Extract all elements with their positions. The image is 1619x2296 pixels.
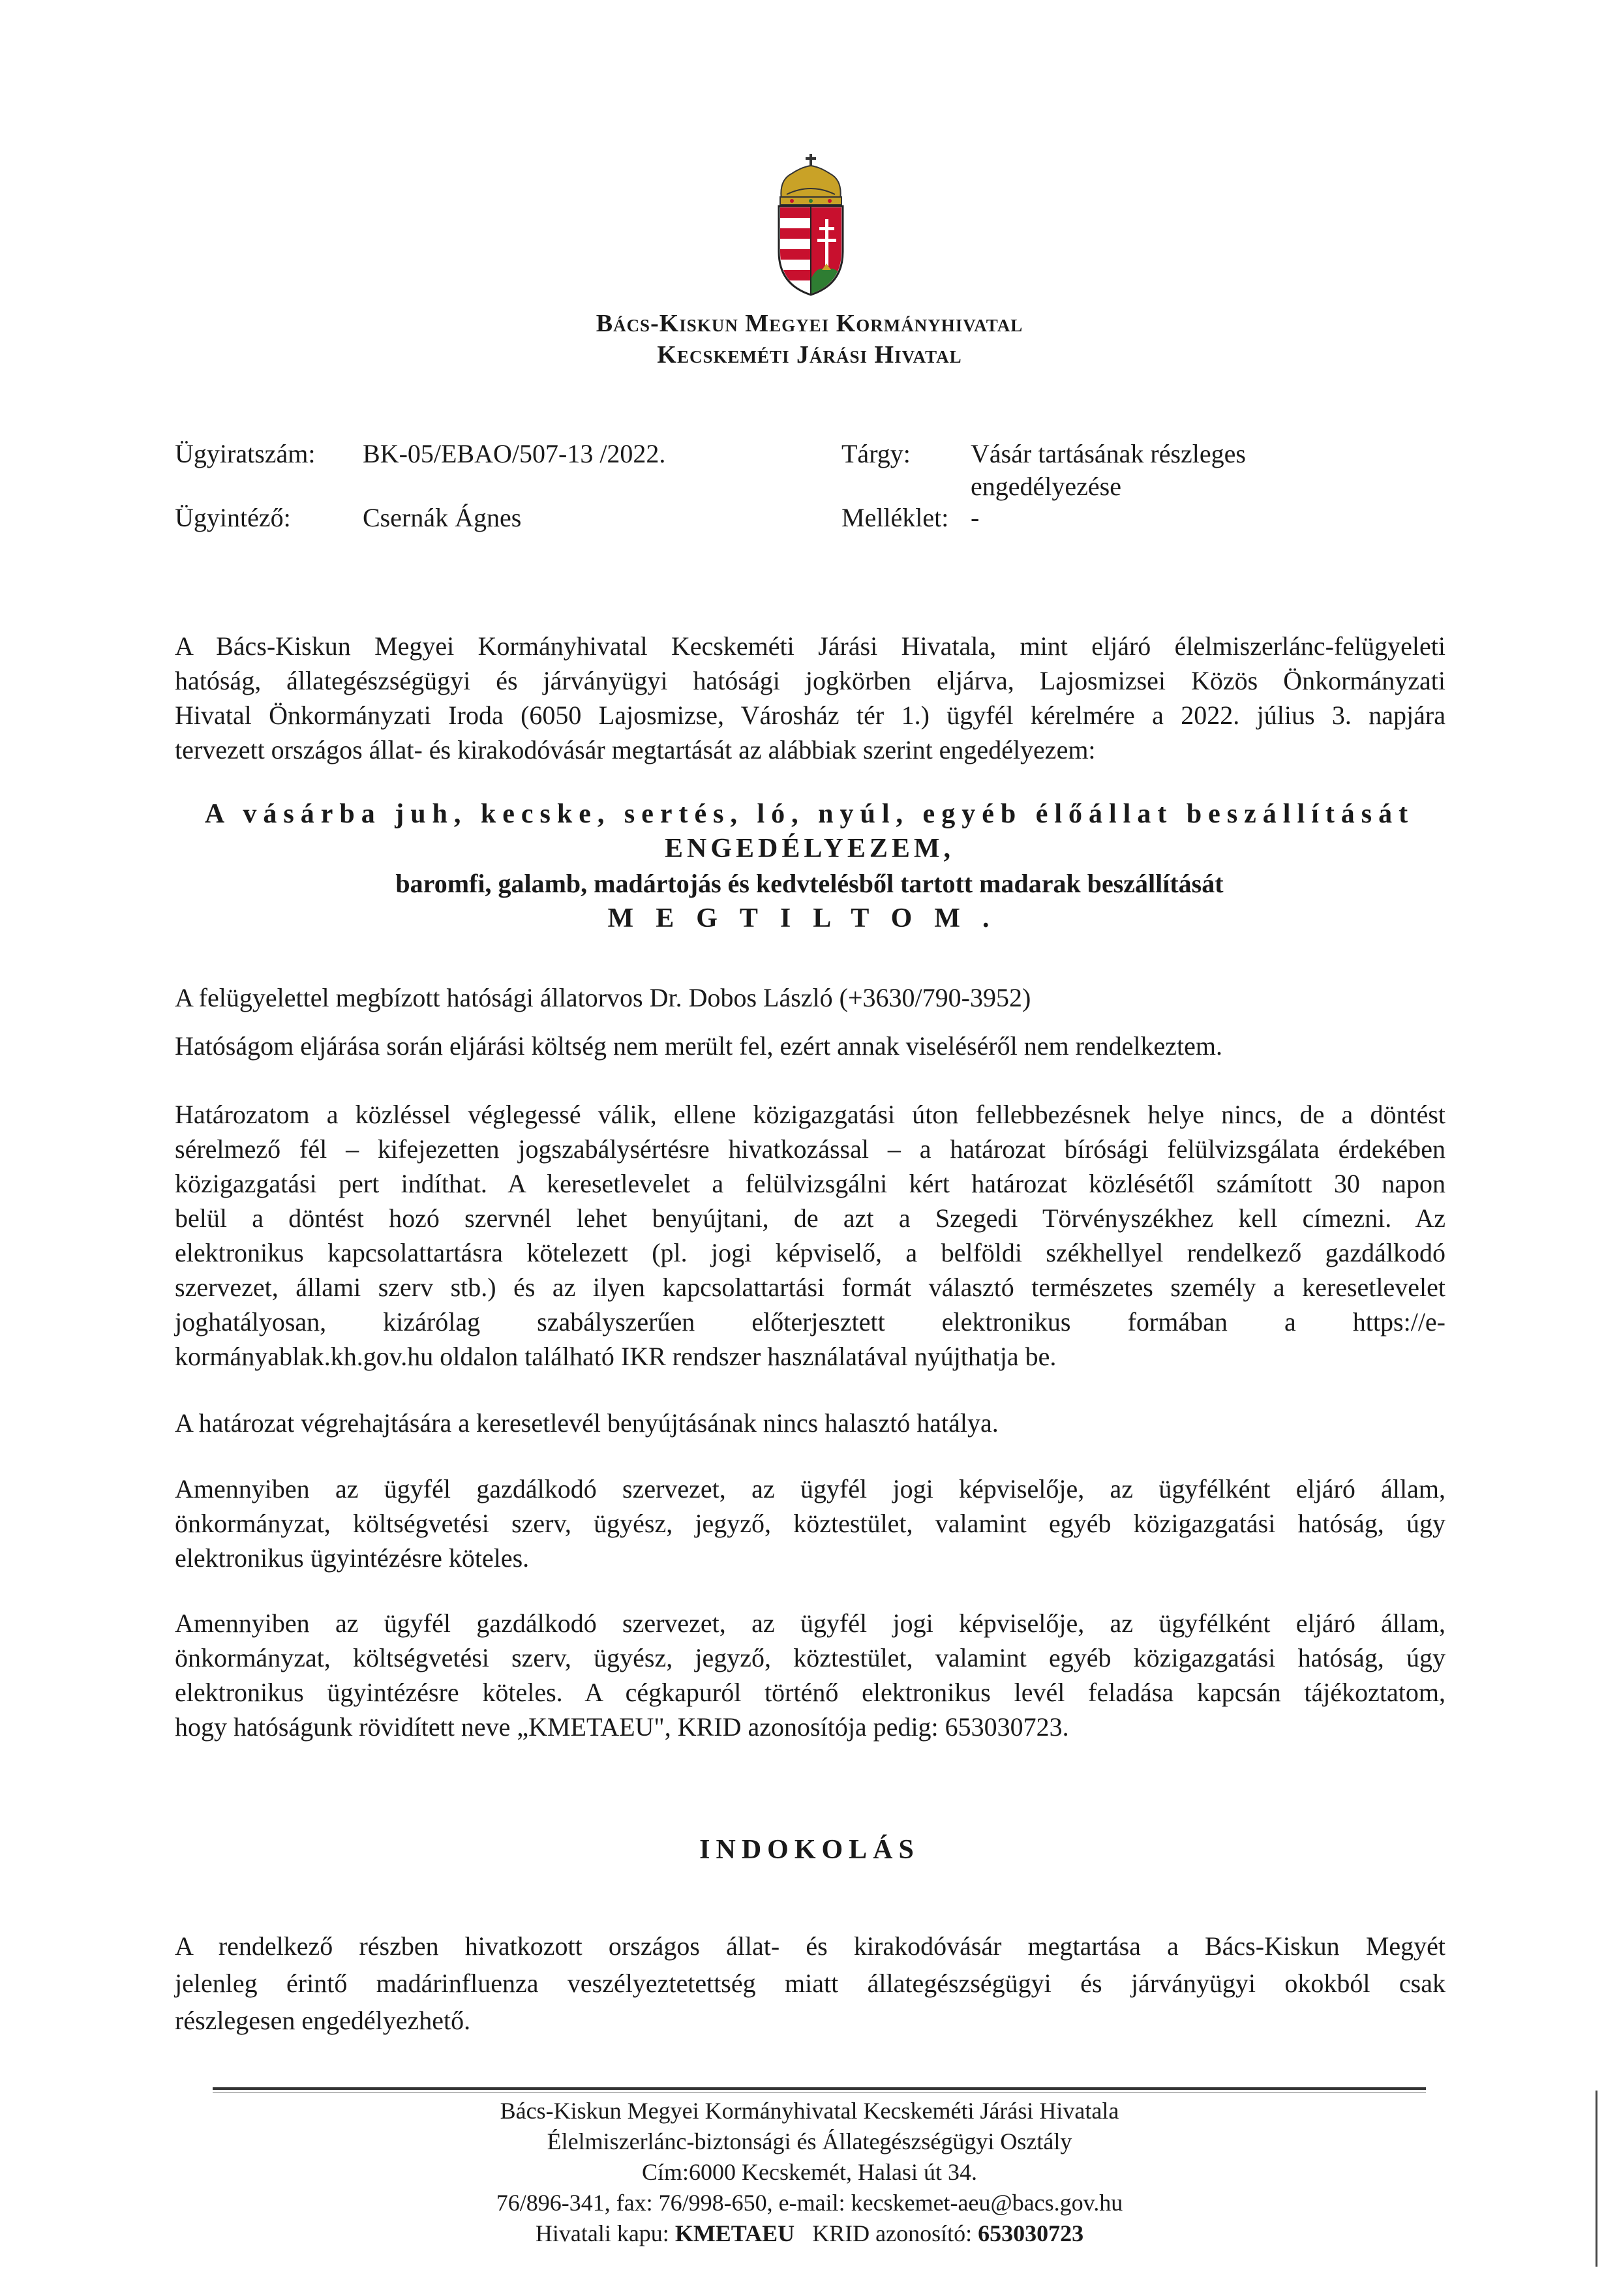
reasoning-line: A rendelkező részben hivatkozott országos állat- és kirakodóvásár megtartása a Bács-Kiskun Megyét — [175, 1931, 1445, 1961]
cost-line: Hatóságom eljárása során eljárási költség nem merült fel, ezért annak viseléséről nem rendelkeztem. — [175, 1031, 1223, 1061]
footer-rule-thin — [213, 2092, 1426, 2093]
coat-of-arms-icon — [772, 154, 849, 296]
appeal-paragraph — [175, 1097, 1445, 1374]
gateway-label: Hivatali kapu: — [535, 2220, 669, 2246]
appeal-line: kormányablak.kh.gov.hu oldalon található IKR rendszer használatával nyújthatja be. — [175, 1342, 1057, 1371]
intro-paragraph — [175, 629, 1445, 767]
footer-line: 76/896-341, fax: 76/998-650, e-mail: kecskemet-aeu@bacs.gov.hu — [496, 2190, 1123, 2216]
subject-value-line2: engedélyezése — [971, 472, 1121, 501]
subject-label: Tárgy: — [841, 439, 911, 468]
reasoning-line: jelenleg érintő madárinfluenza veszélyeztetettség miatt állategészségügyi és járványügyi okokból csak — [175, 1969, 1445, 1998]
reasoning-line: részlegesen engedélyezhető. — [175, 2006, 471, 2035]
org-name-line1: Bács-Kiskun Megyei Kormányhivatal — [596, 310, 1023, 337]
appeal-line: közigazgatási pert indíthat. A keresetlevelet a felülvizsgálni kért határozat közlésétől számított 30 napon — [175, 1169, 1445, 1198]
vet-line: A felügyelettel megbízott hatósági állatorvos Dr. Dobos László (+3630/790-3952) — [175, 983, 1031, 1012]
intro-line: tervezett országos állat- és kirakodóvásár megtartását az alábbiak szerint engedélyezem: — [175, 735, 1096, 764]
reasoning-title: INDOKOLÁS — [699, 1835, 920, 1865]
handler-label: Ügyintéző: — [175, 503, 291, 532]
electronic-line: önkormányzat, költségvetési szerv, ügyész, jegyző, köztestület, valamint egyéb közigazgatási hatóság, úgy — [175, 1509, 1445, 1538]
intro-line: Hivatal Önkormányzati Iroda (6050 Lajosmizse, Városház tér 1.) ügyfél kérelmére a 2022. július 3. napjára — [175, 701, 1445, 730]
appeal-line: belül a döntést hozó szervnél lehet benyújtani, de azt a Szegedi Törvényszékhez kell címezni. Az — [175, 1203, 1445, 1233]
electronic-line: önkormányzat, költségvetési szerv, ügyész, jegyző, köztestület, valamint egyéb közigazgatási hatóság, úgy — [175, 1643, 1445, 1672]
case-number-value: BK-05/EBAO/507-13 /2022. — [363, 439, 666, 468]
appeal-line: joghatályosan, kizárólag szabályszerűen előterjesztett elektronikus formában a https://e- — [175, 1307, 1445, 1337]
electronic-line: hogy hatóságunk rövidített neve „KMETAEU", KRID azonosítója pedig: 653030723. — [175, 1712, 1069, 1742]
electronic-paragraph-1 — [175, 1472, 1445, 1575]
case-number-label: Ügyiratszám: — [175, 439, 316, 468]
krid-label: KRID azonosító: — [812, 2220, 973, 2246]
subject-value-line1: Vásár tartásának részleges — [971, 439, 1246, 468]
footer-line: Cím:6000 Kecskemét, Halasi út 34. — [642, 2159, 977, 2185]
krid-value: 653030723 — [978, 2220, 1084, 2246]
footer — [0, 2096, 1619, 2249]
appeal-line: sérelmező fél – kifejezetten jogszabálysértésre hivatkozással – a határozat bírósági felülvizsgálata érdekében — [175, 1134, 1445, 1164]
decision-permit: ENGEDÉLYEZEM, — [664, 834, 955, 864]
gateway-value: KMETAEU — [674, 2220, 795, 2246]
decision-line3: baromfi, galamb, madártojás és kedvtelésből tartott madarak beszállítását — [395, 869, 1224, 898]
handler-value: Csernák Ágnes — [363, 503, 522, 532]
footer-rule — [213, 2087, 1426, 2090]
appeal-line: szervezet, állami szerv stb.) és az ilyen kapcsolattartási formát választó természetes személy a keresetlevelet — [175, 1273, 1445, 1302]
electronic-line: elektronikus ügyintézésre köteles. — [175, 1543, 530, 1573]
org-name-line2: Kecskeméti Járási Hivatal — [657, 341, 962, 369]
reasoning-paragraph — [175, 1927, 1445, 2039]
decision-line1: A vásárba juh, kecske, sertés, ló, nyúl, egyéb élőállat beszállítását — [204, 799, 1415, 829]
suspension-line: A határozat végrehajtására a keresetlevél benyújtásának nincs halasztó hatálya. — [175, 1408, 999, 1438]
electronic-line: Amennyiben az ügyfél gazdálkodó szervezet, az ügyfél jogi képviselője, az ügyfélként eljáró állam, — [175, 1609, 1445, 1638]
intro-line: hatóság, állategészségügyi és járványügyi hatósági jogkörben eljárva, Lajosmizsei Közös Önkormányzati — [175, 666, 1445, 695]
footer-line: Élelmiszerlánc-biztonsági és Állategészségügyi Osztály — [547, 2128, 1072, 2154]
appeal-line: Határozatom a közléssel véglegessé válik, ellene közigazgatási úton fellebbezésnek helye nincs, de a döntést — [175, 1100, 1445, 1129]
footer-line-gateway — [0, 2218, 1619, 2249]
decision-prohibit: MEGTILTOM. — [607, 903, 1012, 933]
electronic-line: Amennyiben az ügyfél gazdálkodó szervezet, az ügyfél jogi képviselője, az ügyfélként eljáró állam, — [175, 1474, 1445, 1503]
electronic-paragraph-2 — [175, 1606, 1445, 1744]
attachment-label: Melléklet: — [841, 503, 949, 532]
appeal-line: elektronikus kapcsolattartásra kötelezett (pl. jogi képviselő, a belföldi székhellyel rendelkező gazdálkodó — [175, 1238, 1445, 1267]
attachment-value: - — [971, 503, 980, 532]
footer-line: Bács-Kiskun Megyei Kormányhivatal Kecskeméti Járási Hivatala — [500, 2098, 1119, 2124]
electronic-line: elektronikus ügyintézésre köteles. A cégkapuról történő elektronikus levél feladása kapcsán tájékoztatom, — [175, 1678, 1445, 1707]
intro-line: A Bács-Kiskun Megyei Kormányhivatal Kecskeméti Járási Hivatala, mint eljáró élelmiszerlánc-felügyeleti — [175, 631, 1445, 661]
scan-edge-line — [1596, 2091, 1597, 2267]
